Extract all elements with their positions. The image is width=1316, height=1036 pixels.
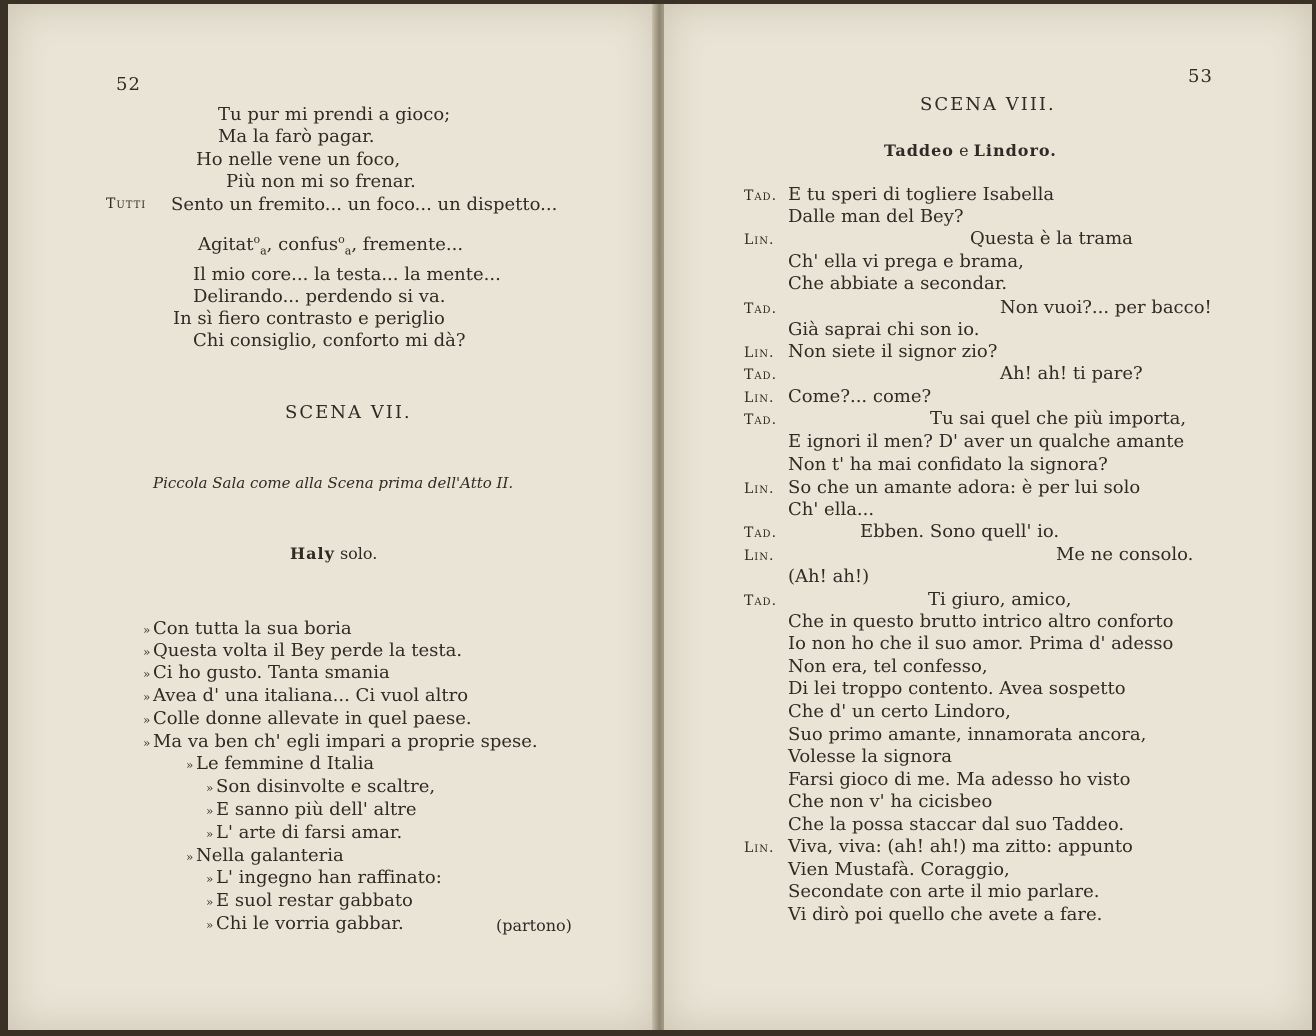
verse-line: » Chi le vorria gabbar. [206, 913, 404, 934]
character-name: Taddeo [884, 141, 954, 160]
scene-title: SCENA VII. [285, 402, 412, 423]
dialogue-line: Che d' un certo Lindoro, [788, 701, 1011, 722]
character-name: Lindoro. [973, 141, 1057, 160]
verse-line: » Nella galanteria [186, 845, 344, 866]
dialogue-line: Non siete il signor zio? [788, 341, 998, 362]
dialogue-line: Che la possa staccar dal suo Taddeo. [788, 814, 1125, 835]
character-name: Haly [290, 544, 335, 563]
speaker-label: Lin. [744, 840, 775, 856]
dialogue-line: (Ah! ah!) [788, 566, 870, 587]
scene-characters [884, 141, 1057, 160]
speaker-label: Lin. [744, 345, 775, 361]
verse-line: » Ci ho gusto. Tanta smania [143, 662, 390, 683]
character-conj: e [959, 141, 969, 160]
dialogue-line: Come?... come? [788, 386, 932, 407]
dialogue-line: E ignori il men? D' aver un qualche amante [788, 431, 1185, 452]
dialogue-line: Farsi gioco di me. Ma adesso ho visto [788, 769, 1131, 790]
dialogue-line: Non vuoi?... per bacco! [1000, 297, 1212, 318]
speaker-label: Tad. [744, 525, 778, 541]
dialogue-line: Non era, tel confesso, [788, 656, 988, 677]
dialogue-line: Che non v' ha cicisbeo [788, 791, 993, 812]
dialogue-line: Non t' ha mai confidato la signora? [788, 454, 1108, 475]
speaker-label: Lin. [744, 390, 775, 406]
scene-characters [290, 544, 377, 563]
ending-a: a [344, 244, 352, 258]
verse-line: Chi consiglio, conforto mi dà? [193, 330, 466, 351]
verse-line: » E sanno più dell' altre [206, 799, 417, 820]
dialogue-line: So che un amante adora: è per lui solo [788, 477, 1141, 498]
speaker-label: Lin. [744, 232, 775, 248]
dialogue-line: Questa è la trama [970, 228, 1133, 249]
verse-line: Ma la farò pagar. [218, 126, 375, 147]
page-number: 52 [116, 74, 141, 95]
verse-line: » E suol restar gabbato [206, 890, 413, 911]
page-number: 53 [1188, 66, 1213, 87]
word-fremente: , fremente... [351, 234, 464, 255]
verse-line: » L' arte di farsi amar. [206, 822, 403, 843]
dialogue-line: Ch' ella... [788, 499, 875, 520]
speaker-label: Tad. [744, 593, 778, 609]
speaker-label: Tad. [744, 367, 778, 383]
dialogue-line: Che in questo brutto intrico altro conforto [788, 611, 1174, 632]
ending-a: a [260, 244, 267, 258]
verse-line [198, 229, 463, 263]
dialogue-line: E tu speri di togliere Isabella [788, 184, 1055, 205]
right-page [664, 4, 1312, 1030]
verse-line: » Le femmine d Italia [186, 753, 375, 774]
dialogue-line: Già saprai chi son io. [788, 319, 980, 340]
dialogue-line: Che abbiate a secondar. [788, 273, 1008, 294]
verse-line: » L' ingegno han raffinato: [206, 867, 442, 888]
scene-setting: Piccola Sala come alla Scena prima dell'Atto II. [153, 474, 514, 492]
dialogue-line: Volesse la signora [788, 746, 952, 767]
dialogue-line: Vi dirò poi quello che avete a fare. [788, 904, 1103, 925]
speaker-label: Lin. [744, 481, 775, 497]
verse-line: » Questa volta il Bey perde la testa. [143, 640, 463, 661]
dialogue-line: Di lei troppo contento. Avea sospetto [788, 678, 1126, 699]
verse-line: » Son disinvolte e scaltre, [206, 776, 436, 797]
verse-line: » Colle donne allevate in quel paese. [143, 708, 472, 729]
dialogue-line: Io non ho che il suo amor. Prima d' adesso [788, 633, 1174, 654]
dialogue-line: Ti giuro, amico, [928, 589, 1072, 610]
speaker-label: Tad. [744, 412, 778, 428]
speaker-label: Tad. [744, 301, 778, 317]
dialogue-line: Dalle man del Bey? [788, 206, 964, 227]
verse-line: » Con tutta la sua boria [143, 618, 352, 639]
speaker-label: Lin. [744, 548, 775, 564]
verse-line: Delirando... perdendo si va. [193, 286, 446, 307]
ending-o: o [338, 233, 345, 246]
stage-direction: (partono) [496, 916, 572, 935]
verse-line: Sento un fremito... un foco... un dispetto... [171, 194, 558, 215]
ending-o: o [253, 233, 261, 246]
speaker-label: Tutti [106, 196, 147, 212]
dialogue-line: Suo primo amante, innamorata ancora, [788, 724, 1147, 745]
verse-line: Ho nelle vene un foco, [196, 149, 401, 170]
verse-line: » Avea d' una italiana... Ci vuol altro [143, 685, 469, 706]
dialogue-line: Tu sai quel che più importa, [930, 408, 1187, 429]
verse-line: » Ma va ben ch' egli impari a proprie spese. [143, 731, 538, 752]
dialogue-line: Ebben. Sono quell' io. [860, 521, 1060, 542]
dialogue-line: Vien Mustafà. Coraggio, [788, 859, 1010, 880]
dialogue-line: Viva, viva: (ah! ah!) ma zitto: appunto [788, 836, 1133, 857]
dialogue-line: Secondate con arte il mio parlare. [788, 881, 1100, 902]
dialogue-line: Ch' ella vi prega e brama, [788, 251, 1024, 272]
word-agitat: Agitat [198, 234, 254, 255]
speaker-label: Tad. [744, 188, 778, 204]
verse-line: In sì fiero contrasto e periglio [173, 308, 445, 329]
verse-line: Il mio core... la testa... la mente... [193, 264, 501, 285]
character-note: solo. [339, 544, 378, 563]
verse-line: Tu pur mi prendi a gioco; [218, 104, 451, 125]
scene-title: SCENA VIII. [920, 94, 1056, 115]
left-page [8, 4, 656, 1030]
dialogue-line: Me ne consolo. [1056, 544, 1194, 565]
verse-line: Più non mi so frenar. [226, 171, 416, 192]
word-confus: , confus [266, 234, 339, 255]
dialogue-line: Ah! ah! ti pare? [1000, 363, 1143, 384]
